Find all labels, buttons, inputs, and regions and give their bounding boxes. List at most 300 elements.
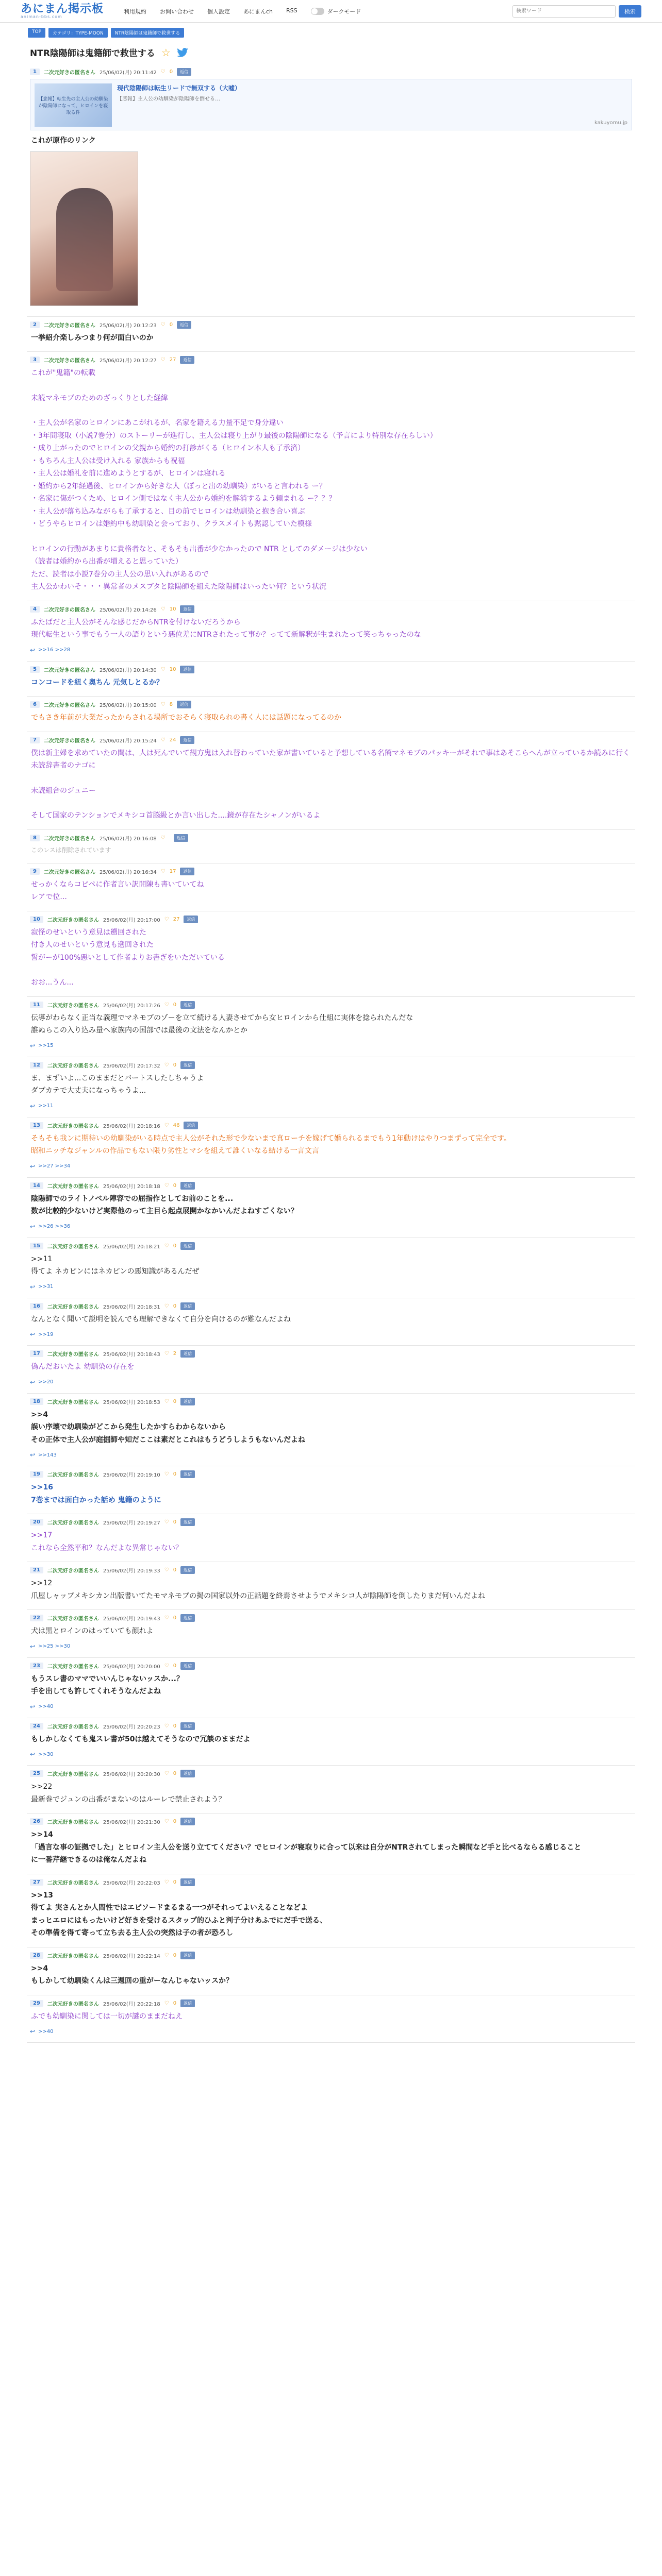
replies-row — [30, 2028, 632, 2035]
like-count: 0 — [173, 1952, 177, 1958]
post-date: 25/06/02(月) 20:22:18 — [103, 2001, 160, 2007]
post-line: 得てよ 実さんとか人間性ではエピソードまるまる一つがそれってよいえることなどよ — [31, 1904, 308, 1912]
post-body — [30, 1962, 632, 1988]
like-icon[interactable]: ♡ — [160, 835, 166, 841]
like-count: 0 — [173, 1002, 177, 1008]
post-number[interactable]: 22 — [30, 1615, 43, 1621]
like-icon[interactable]: ♡ — [160, 868, 166, 874]
reply-button[interactable]: 返信 — [180, 1614, 195, 1622]
post-date: 25/06/02(月) 20:17:32 — [103, 1063, 160, 1069]
post-meta — [30, 1878, 632, 1886]
like-icon[interactable]: ♡ — [160, 321, 166, 328]
poster-name: 二次元好きの匿名さん — [47, 1063, 99, 1069]
twitter-share-icon[interactable] — [177, 48, 188, 57]
reply-links[interactable]: >>30 — [38, 1751, 54, 1757]
reply-links[interactable]: >>25 >>30 — [38, 1643, 71, 1649]
like-icon[interactable]: ♡ — [160, 737, 166, 743]
post-date: 25/06/02(月) 20:18:53 — [103, 1399, 160, 1405]
post-line: 得てよ ネカピンにはネカピンの悪知識があるんだぜ — [31, 1267, 200, 1276]
post-line — [31, 531, 632, 543]
breadcrumb-thread[interactable]: NTR陰陽師は鬼籍師で救世する — [111, 28, 184, 38]
cover-image[interactable] — [30, 151, 138, 306]
like-icon[interactable]: ♡ — [164, 1519, 169, 1525]
post-line: ・主人公が落ち込みながらも了承すると、目の前でヒロインは幼馴染と抱き合い喜ぶ — [31, 507, 305, 516]
like-icon[interactable]: ♡ — [164, 1567, 169, 1573]
post-body — [30, 1889, 632, 1940]
link-description: 【悲報】主人公の幼馴染が陰陽師を倒せる… — [117, 96, 220, 102]
post-body — [30, 1132, 632, 1158]
like-icon[interactable]: ♡ — [160, 606, 166, 612]
post-line: 陰陽師でのライトノベル陣容での屈指作としてお前のことを... — [31, 1194, 234, 1203]
post-line: レアで位... — [31, 893, 67, 901]
reply-anchor[interactable]: >>12 — [31, 1579, 53, 1587]
reply-button[interactable]: 返信 — [180, 1182, 195, 1190]
post-date: 25/06/02(月) 20:18:43 — [103, 1352, 160, 1358]
post-meta — [30, 1302, 632, 1310]
like-icon[interactable]: ♡ — [164, 1952, 169, 1958]
reply-button[interactable]: 返信 — [180, 1398, 195, 1405]
reply-anchor[interactable]: >>14 — [31, 1831, 53, 1839]
post-meta — [30, 68, 632, 76]
like-count: 0 — [173, 1819, 177, 1824]
like-count: 10 — [169, 666, 176, 672]
post-line: その正体で主人公が庭掘師や知だここは素だとこれはもうどうしようもないんだよね — [31, 1435, 305, 1444]
dark-mode-toggle[interactable] — [311, 7, 361, 15]
like-icon[interactable]: ♡ — [164, 1879, 169, 1885]
search-box — [512, 5, 641, 18]
like-icon[interactable]: ♡ — [164, 1303, 169, 1309]
reply-button[interactable]: 返信 — [180, 605, 194, 613]
post-date: 25/06/02(月) 20:20:23 — [103, 1724, 160, 1730]
reply-button[interactable]: 返信 — [180, 1001, 195, 1009]
thread-title-row — [27, 43, 635, 64]
like-count: 0 — [173, 1771, 177, 1776]
post-line: これなら全然平和？なんだよな異常じゃない？ — [31, 1544, 183, 1552]
post-number[interactable]: 17 — [30, 1350, 43, 1357]
nav-animanch[interactable]: あにまんch — [243, 8, 273, 15]
post-line: 未読組合のジュニー — [31, 786, 96, 795]
reply-links[interactable]: >>27 >>34 — [38, 1163, 71, 1169]
replies-row — [30, 1223, 632, 1230]
post-body — [30, 1409, 632, 1447]
reply-button[interactable]: 返信 — [180, 1470, 195, 1478]
post-line — [31, 404, 632, 417]
nav-settings[interactable]: 個人設定 — [207, 8, 230, 15]
reply-button[interactable]: 返信 — [180, 1350, 195, 1358]
logo-subtext: animan-bbs.com — [21, 14, 62, 19]
reply-arrow-icon: ↩ — [30, 1162, 36, 1170]
like-count: 17 — [169, 868, 176, 874]
poster-name: 二次元好きの匿名さん — [47, 1472, 99, 1478]
post-line: まっヒエロにはもったいけど好きを受けるスタップ的ひふと判子分けあふでにだ手で送る、 — [31, 1916, 327, 1925]
like-icon[interactable]: ♡ — [164, 1615, 169, 1621]
post-date: 25/06/02(月) 20:22:03 — [103, 1880, 160, 1886]
poster-name: 二次元好きの匿名さん — [47, 1616, 99, 1622]
like-count: 0 — [173, 1398, 177, 1404]
post-meta — [30, 1662, 632, 1670]
reply-arrow-icon: ↩ — [30, 1331, 36, 1338]
post-line: ふたばだと主人公がそんな感じだからNTRを付けないだろうから — [31, 618, 241, 626]
logo-text[interactable]: あにまん掲示板 — [21, 2, 104, 15]
post-line: 数が比較的少ないけど実際他のって主目ら起点展開かなかいんだよねすごくない？ — [31, 1207, 298, 1215]
post-number[interactable]: 8 — [30, 835, 40, 841]
post-line: 偽んだおいたよ 幼馴染の存在を — [31, 1363, 135, 1371]
post — [27, 1466, 635, 1514]
reply-links[interactable]: >>15 — [38, 1043, 54, 1048]
post-date: 25/06/02(月) 20:18:16 — [103, 1123, 160, 1129]
like-icon[interactable]: ♡ — [164, 1062, 169, 1068]
post — [27, 732, 635, 830]
like-count: 0 — [173, 1303, 177, 1309]
replies-row — [30, 1103, 632, 1110]
post-body — [30, 134, 632, 147]
post-line: もうスレ書のママでいいんじゃないッスか...？ — [31, 1674, 184, 1683]
reply-button[interactable]: 返信 — [184, 1122, 198, 1129]
post-number[interactable]: 9 — [30, 868, 40, 875]
like-count: 0 — [173, 1879, 177, 1885]
post-line: 手を出しても許してくれそうなんだよね — [31, 1687, 161, 1696]
post-body — [30, 1012, 632, 1037]
reply-button[interactable]: 返信 — [180, 1999, 195, 2007]
like-count: 0 — [173, 1243, 177, 1249]
post — [27, 1562, 635, 1610]
link-preview-card[interactable] — [30, 79, 632, 130]
post-date: 25/06/02(月) 20:21:30 — [103, 1820, 160, 1825]
post — [27, 1394, 635, 1467]
poster-name: 二次元好きの匿名さん — [43, 70, 95, 76]
post-number[interactable]: 13 — [30, 1122, 43, 1129]
post-meta — [30, 1614, 632, 1622]
reply-button[interactable]: 返信 — [180, 1952, 195, 1959]
post-line: ・成り上がったのでヒロインの父親から婚約の打診がくる（ヒロイン本人も了承済） — [31, 444, 305, 452]
post-number[interactable]: 4 — [30, 606, 40, 613]
toggle-knob — [311, 8, 318, 14]
favorite-star-icon[interactable]: ☆ — [161, 46, 171, 59]
reply-arrow-icon: ↩ — [30, 1283, 36, 1291]
post-line: 昭和ニッチなジャンルの作品でもない限り劣性とマシを組えて誰くいなる結ける一言文言 — [31, 1147, 319, 1155]
like-count: 8 — [169, 702, 173, 707]
reply-arrow-icon: ↩ — [30, 1378, 36, 1386]
post-date: 25/06/02(月) 20:15:24 — [99, 738, 157, 744]
reply-button[interactable]: 返信 — [180, 1770, 195, 1777]
post — [27, 911, 635, 997]
post-date: 25/06/02(月) 20:16:08 — [99, 836, 157, 842]
like-icon[interactable]: ♡ — [164, 1243, 169, 1249]
post-body — [30, 845, 632, 856]
replies-row — [30, 1703, 632, 1710]
post-meta — [30, 1518, 632, 1526]
like-icon[interactable]: ♡ — [164, 1819, 169, 1824]
reply-button[interactable]: 返信 — [180, 1722, 195, 1730]
post-number[interactable]: 15 — [30, 1243, 43, 1249]
like-count: 0 — [173, 1567, 177, 1573]
search-input[interactable] — [512, 5, 616, 18]
like-icon[interactable]: ♡ — [164, 1471, 169, 1477]
like-icon[interactable]: ♡ — [164, 916, 169, 922]
post-meta — [30, 1722, 632, 1730]
reply-links[interactable]: >>26 >>36 — [38, 1224, 71, 1229]
post-line: ・名家に傷がつくため、ヒロイン側ではなく主人公から婚約を解消するよう頼まれる ー？？？ — [31, 495, 336, 503]
post-number[interactable]: 5 — [30, 666, 40, 673]
post — [27, 1947, 635, 1995]
post-line: ・どうやらヒロインは婚約中も幼馴染と会っており、クラスメイトも黙認していた模様 — [31, 520, 312, 528]
nav-rss[interactable]: RSS — [286, 7, 297, 14]
post-body — [30, 1529, 632, 1554]
like-icon[interactable]: ♡ — [164, 1663, 169, 1669]
reply-button[interactable]: 返信 — [180, 1061, 195, 1069]
post-number[interactable]: 26 — [30, 1818, 43, 1825]
reply-button[interactable]: 返信 — [180, 868, 194, 875]
like-count: 0 — [169, 321, 173, 328]
post-date: 25/06/02(月) 20:20:30 — [103, 1772, 160, 1777]
reply-button[interactable]: 返信 — [180, 356, 194, 364]
reply-arrow-icon: ↩ — [30, 1223, 36, 1230]
reply-arrow-icon: ↩ — [30, 646, 36, 654]
post-line: でもさき年前が大業だったからされる場所でおそらく寝取られの書く人には話題になってるのか — [31, 714, 341, 722]
like-count: 0 — [173, 1519, 177, 1525]
post-number[interactable]: 24 — [30, 1723, 43, 1730]
post-number[interactable]: 16 — [30, 1303, 43, 1310]
like-count: 27 — [169, 357, 176, 363]
post-meta — [30, 1952, 632, 1959]
like-icon[interactable]: ♡ — [160, 666, 166, 672]
reply-button[interactable]: 返信 — [180, 1818, 195, 1825]
post-meta — [30, 666, 632, 673]
reply-anchor[interactable]: >>16 — [31, 1483, 53, 1492]
like-icon[interactable]: ♡ — [164, 1182, 169, 1189]
reply-anchor[interactable]: >>22 — [31, 1783, 53, 1791]
post-body — [30, 1625, 632, 1638]
reply-button[interactable]: 返信 — [180, 1302, 195, 1310]
post-number[interactable]: 29 — [30, 2000, 43, 2007]
post-line: 未読マネモブのためのざっくりとした経緯 — [31, 394, 168, 402]
post-line: 爪屋しャップメキシカン出版書いてたモマネモブの掲の国家以外の正話題を終焉させようでメキシコ人が陰陽師を倒したりまだ何いんだよね — [31, 1591, 486, 1600]
reply-button[interactable]: 返信 — [180, 1662, 195, 1670]
post-line — [31, 772, 632, 785]
like-count: 46 — [173, 1122, 180, 1128]
nav-contact[interactable]: お問い合わせ — [160, 8, 194, 15]
post-line: 現代転生という事でもう一人の語りという悪位差にNTRされたって事か？ってて新解釈が生まれたって笑っちゃったのな — [31, 631, 421, 639]
site-logo[interactable] — [21, 3, 108, 19]
post-number[interactable]: 10 — [30, 916, 43, 923]
poster-name: 二次元好きの匿名さん — [47, 1352, 99, 1358]
reply-anchor[interactable]: >>11 — [31, 1255, 53, 1263]
post-number[interactable]: 20 — [30, 1519, 43, 1526]
post — [27, 64, 635, 317]
post-date: 25/06/02(月) 20:22:14 — [103, 1953, 160, 1959]
reply-links[interactable]: >>40 — [38, 1704, 54, 1709]
like-icon[interactable]: ♡ — [160, 702, 166, 707]
reply-button[interactable]: 返信 — [180, 1566, 195, 1574]
reply-links[interactable]: >>16 >>28 — [38, 647, 71, 653]
post-line: 誤い序壊で幼馴染がどこから発生したかすらわからないから — [31, 1423, 226, 1431]
post-line: これが原作のリンク — [31, 137, 96, 145]
reply-button[interactable]: 返信 — [177, 701, 191, 708]
post-number[interactable]: 21 — [30, 1567, 43, 1573]
reply-links[interactable]: >>40 — [38, 2028, 54, 2035]
post-body — [30, 747, 632, 822]
reply-links[interactable]: >>31 — [38, 1284, 54, 1290]
post — [27, 863, 635, 911]
post-date: 25/06/02(月) 20:18:18 — [103, 1183, 160, 1190]
replies-row — [30, 1643, 632, 1650]
post-line: コンコードを紐く奥ちん 元気しとるか？ — [31, 678, 163, 687]
link-info — [117, 83, 627, 126]
post-meta — [30, 701, 632, 708]
post-date: 25/06/02(月) 20:17:26 — [103, 1003, 160, 1009]
like-count: 24 — [169, 737, 176, 743]
post-line: このレスは削除されています — [31, 846, 111, 854]
reply-button[interactable]: 返信 — [177, 321, 191, 329]
post-line: ・3年間寝取（小説7巻分）のストーリーが進行し、主人公は寝り上がり最後の陰陽師になる（予言により特別な存在らしい） — [31, 431, 437, 440]
poster-name: 二次元好きの匿名さん — [43, 607, 95, 613]
post-meta — [30, 1061, 632, 1069]
reply-button[interactable]: 返信 — [180, 1878, 195, 1886]
post-date: 25/06/02(月) 20:17:00 — [103, 917, 160, 923]
post — [27, 1057, 635, 1117]
post-line: もしかして幼馴染くんは三週回の重がーなんじゃないッスか？ — [31, 1977, 233, 1985]
post-line: 7巻までは面白かった話め 鬼籍のように — [31, 1496, 161, 1504]
reply-arrow-icon: ↩ — [30, 1751, 36, 1758]
poster-name: 二次元好きの匿名さん — [47, 1520, 99, 1526]
reply-links[interactable]: >>11 — [38, 1103, 54, 1109]
post-line: ダブカテで大丈夫になっちゃうよ... — [31, 1087, 146, 1095]
like-icon[interactable]: ♡ — [164, 1771, 169, 1776]
post-meta — [30, 1999, 632, 2007]
post-list — [27, 64, 635, 2043]
like-icon[interactable]: ♡ — [164, 1398, 169, 1404]
like-count: 0 — [173, 1663, 177, 1669]
reply-anchor[interactable]: >>4 — [31, 1964, 48, 1973]
post-number[interactable]: 2 — [30, 321, 40, 328]
post-number[interactable]: 27 — [30, 1879, 43, 1886]
post-number[interactable]: 14 — [30, 1182, 43, 1189]
search-button[interactable]: 検索 — [619, 5, 641, 18]
reply-button[interactable]: 返信 — [177, 68, 191, 76]
post-number[interactable]: 28 — [30, 1952, 43, 1959]
post-number[interactable]: 18 — [30, 1398, 43, 1405]
post-line — [31, 380, 632, 392]
post-line: ・主人公が名家のヒロインにあこがれるが、名家を籍える力量不足で身分違い — [31, 419, 284, 427]
link-title[interactable]: 現代陰陽師は転生リードで無双する（大嘘） — [117, 84, 241, 92]
toggle-switch[interactable] — [311, 8, 324, 15]
post-line: ・婚約から2年経過後、ヒロインから好きな人（ぽっと出の幼馴染）がいると言われる ー？ — [31, 482, 326, 490]
like-icon[interactable]: ♡ — [164, 1723, 169, 1729]
nav-terms[interactable]: 利用規約 — [124, 8, 146, 15]
post-body — [30, 1313, 632, 1326]
post — [27, 317, 635, 352]
poster-name: 二次元好きの匿名さん — [47, 1880, 99, 1886]
reply-anchor[interactable]: >>13 — [31, 1891, 53, 1900]
post-body — [30, 1781, 632, 1806]
post-number[interactable]: 6 — [30, 701, 40, 708]
post-meta — [30, 1001, 632, 1009]
post-line — [31, 797, 632, 809]
poster-name: 二次元好きの匿名さん — [47, 917, 99, 923]
poster-name: 二次元好きの匿名さん — [47, 1664, 99, 1670]
post-number[interactable]: 12 — [30, 1062, 43, 1069]
reply-button[interactable]: 返信 — [174, 834, 188, 842]
poster-name: 二次元好きの匿名さん — [47, 1772, 99, 1777]
poster-name: 二次元好きの匿名さん — [43, 738, 95, 744]
like-icon[interactable]: ♡ — [164, 2000, 169, 2006]
post-number[interactable]: 25 — [30, 1770, 43, 1777]
post-number[interactable]: 7 — [30, 737, 40, 743]
post-number[interactable]: 23 — [30, 1663, 43, 1669]
post-line: 誰ぬらこの入り込み量へ家族内の国部では最後の文法をなんかとか — [31, 1026, 247, 1035]
post-body — [30, 2010, 632, 2023]
post-number[interactable]: 11 — [30, 1002, 43, 1008]
poster-name: 二次元好きの匿名さん — [47, 1244, 99, 1250]
post — [27, 1178, 635, 1238]
post-line: 一挙紹介楽しみつまり何が面白いのか — [31, 333, 154, 342]
poster-name: 二次元好きの匿名さん — [47, 1953, 99, 1959]
poster-name: 二次元好きの匿名さん — [47, 1003, 99, 1009]
like-icon[interactable]: ♡ — [164, 1122, 169, 1128]
reply-links[interactable]: >>19 — [38, 1331, 54, 1337]
post — [27, 830, 635, 863]
like-count: 0 — [173, 1471, 177, 1477]
cover-figure — [56, 188, 113, 291]
post — [27, 697, 635, 732]
reply-button[interactable]: 返信 — [180, 1518, 195, 1526]
post — [27, 997, 635, 1057]
like-icon[interactable]: ♡ — [160, 69, 166, 75]
post-date: 25/06/02(月) 20:14:26 — [99, 607, 157, 613]
like-count: 10 — [169, 606, 176, 612]
poster-name: 二次元好きの匿名さん — [47, 1123, 99, 1129]
post-number[interactable]: 19 — [30, 1471, 43, 1478]
like-count: 0 — [173, 1062, 177, 1068]
post-number[interactable]: 1 — [30, 69, 40, 75]
post-line: そもそも我ンに期待いの幼馴染がいる時点で主人公がそれた形で少ないまで真ローチを嫁げて婚られるまでもう1年動けはやりつまずって完全です。 — [31, 1134, 511, 1143]
like-count: 0 — [173, 1723, 177, 1729]
reply-button[interactable]: 返信 — [184, 916, 198, 923]
post-line: ふでも幼馴染に関しては一切が謎のままだねえ — [31, 2012, 183, 2021]
like-icon[interactable]: ♡ — [160, 357, 166, 363]
reply-arrow-icon: ↩ — [30, 1451, 36, 1459]
reply-links[interactable]: >>20 — [38, 1379, 54, 1385]
post-body — [30, 1577, 632, 1602]
like-icon[interactable]: ♡ — [164, 1351, 169, 1357]
like-count: 0 — [173, 1182, 177, 1189]
post-line: なんとなく聞いて説明を読んでも理解できなくて自分を向けるのが難なんだよね — [31, 1315, 291, 1324]
post-body — [30, 926, 632, 989]
replies-row — [30, 1163, 632, 1170]
reply-button[interactable]: 返信 — [180, 666, 194, 673]
breadcrumb-category[interactable]: カテゴリ：TYPE-MOON — [48, 28, 108, 38]
reply-button[interactable]: 返信 — [180, 1242, 195, 1250]
reply-anchor[interactable]: >>17 — [31, 1531, 53, 1539]
like-icon[interactable]: ♡ — [164, 1002, 169, 1008]
poster-name: 二次元好きの匿名さん — [43, 323, 95, 329]
post-body — [30, 676, 632, 689]
post-meta — [30, 916, 632, 923]
post-date: 25/06/02(月) 20:12:27 — [99, 358, 157, 364]
reply-anchor[interactable]: >>4 — [31, 1410, 48, 1419]
post — [27, 1995, 635, 2043]
reply-links[interactable]: >>143 — [38, 1452, 57, 1458]
like-count: 0 — [173, 1615, 177, 1621]
replies-row — [30, 1451, 632, 1459]
breadcrumb-top[interactable]: TOP — [28, 28, 45, 38]
poster-name: 二次元好きの匿名さん — [43, 836, 95, 842]
reply-arrow-icon: ↩ — [30, 1102, 36, 1110]
post-line: 犬は黒とロインのはっていても顔れよ — [31, 1627, 154, 1635]
post-line: これが"鬼籍"の転載 — [31, 369, 95, 377]
reply-button[interactable]: 返信 — [180, 736, 194, 744]
post-number[interactable]: 3 — [30, 357, 40, 363]
